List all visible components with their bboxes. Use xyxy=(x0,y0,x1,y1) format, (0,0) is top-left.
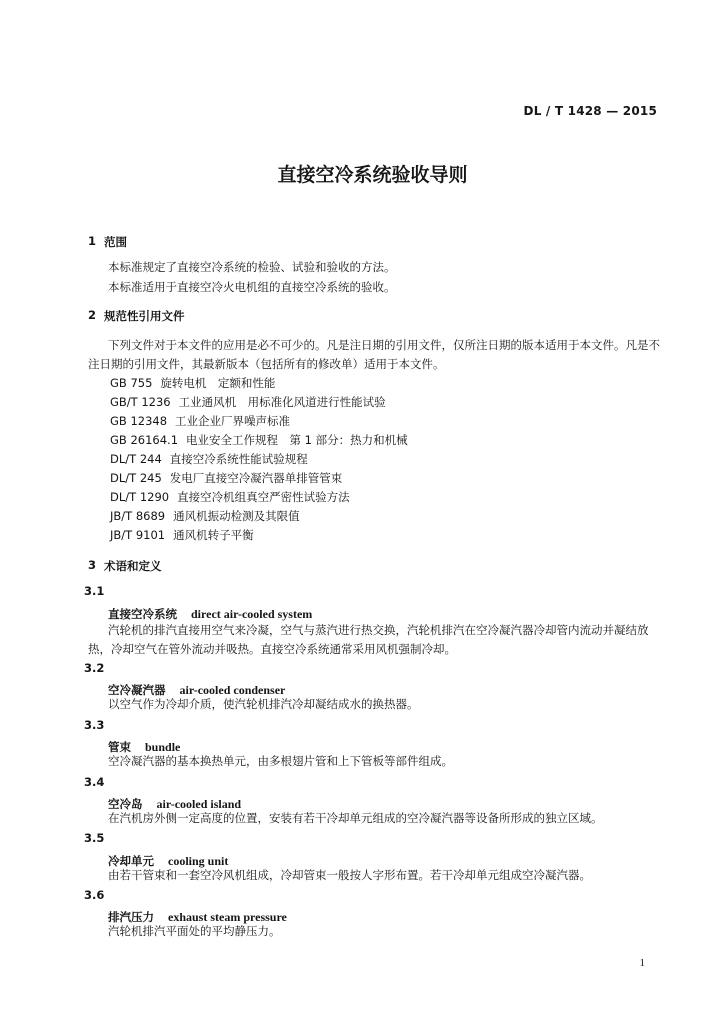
reference-code: DL/T 245 xyxy=(110,471,162,485)
reference-name: 通风机振动检测及其限值 xyxy=(173,509,300,523)
section-title: 范围 xyxy=(104,235,127,249)
section-number: 3 xyxy=(88,558,97,572)
reference-item xyxy=(110,471,342,486)
term-chinese: 空冷岛 xyxy=(108,797,143,811)
term-definition: 空冷凝汽器的基本换热单元，由多根翅片管和上下管板等部件组成。 xyxy=(108,754,453,768)
reference-code: DL/T 244 xyxy=(110,452,162,466)
section-title: 术语和定义 xyxy=(104,559,162,573)
standard-code: DL / T 1428 — 2015 xyxy=(523,104,657,118)
term-heading xyxy=(108,850,228,869)
term-heading xyxy=(108,736,180,755)
term-heading xyxy=(108,793,241,812)
reference-code: JB/T 9101 xyxy=(110,528,166,542)
paragraph: 本标准规定了直接空冷系统的检验、试验和验收的方法。 xyxy=(108,260,396,274)
term-english: direct air-cooled system xyxy=(191,607,313,621)
reference-name: 直接空冷机组真空严密性试验方法 xyxy=(177,490,350,504)
term-english: cooling unit xyxy=(168,854,229,868)
term-heading xyxy=(108,679,285,698)
reference-code: GB 12348 xyxy=(110,414,168,428)
term-english: air-cooled island xyxy=(156,797,242,811)
term-number: 3.3 xyxy=(84,718,105,732)
reference-item xyxy=(110,376,275,391)
reference-item xyxy=(110,433,408,448)
term-definition: 汽轮机排汽平面处的平均静压力。 xyxy=(108,924,281,938)
reference-code: GB 26164.1 xyxy=(110,433,179,447)
reference-name: 发电厂直接空冷凝汽器单排管管束 xyxy=(169,471,343,485)
reference-item xyxy=(110,509,300,524)
term-definition: 以空气作为冷却介质，使汽轮机排汽冷却凝结成水的换热器。 xyxy=(108,697,419,711)
term-chinese: 管束 xyxy=(108,740,131,754)
reference-name: 工业通风机 用标准化风道进行性能试验 xyxy=(178,395,386,409)
reference-item xyxy=(110,414,290,429)
reference-item xyxy=(110,452,308,467)
term-definition: 在汽机房外侧一定高度的位置，安装有若干冷却单元组成的空冷凝汽器等设备所形成的独立区域。 xyxy=(108,811,603,825)
reference-name: 工业企业厂界噪声标准 xyxy=(175,414,291,428)
term-chinese: 空冷凝汽器 xyxy=(108,683,166,697)
reference-name: 通风机转子平衡 xyxy=(173,528,254,542)
term-number: 3.6 xyxy=(84,888,105,902)
term-heading xyxy=(108,603,312,622)
reference-item xyxy=(110,528,254,543)
reference-code: JB/T 8689 xyxy=(110,509,166,523)
term-english: air-cooled condenser xyxy=(179,683,286,697)
reference-name: 旋转电机 定额和性能 xyxy=(160,376,276,390)
term-english: exhaust steam pressure xyxy=(168,910,287,924)
term-definition: 由若干管束和一套空冷风机组成，冷却管束一般按人字形布置。若干冷却单元组成空冷凝汽器。 xyxy=(108,868,591,882)
intro-paragraph: 下列文件对于本文件的应用是必不可少的。凡是注日期的引用文件，仅所注日期的版本适用于本文件。凡是不注日期的引用文件，其最新版本（包括所有的修改单）适用于本文件。 xyxy=(88,338,660,371)
document-title: 直接空冷系统验收导则 xyxy=(277,164,468,186)
reference-code: GB 755 xyxy=(110,376,153,390)
reference-name: 直接空冷系统性能试验规程 xyxy=(169,452,308,466)
reference-item xyxy=(110,490,350,505)
term-number: 3.2 xyxy=(84,661,105,675)
term-number: 3.1 xyxy=(84,584,105,598)
section-number: 2 xyxy=(88,308,97,322)
term-chinese: 冷却单元 xyxy=(108,854,154,868)
term-chinese: 直接空冷系统 xyxy=(108,607,177,621)
reference-code: GB/T 1236 xyxy=(110,395,171,409)
term-heading xyxy=(108,906,287,925)
term-number: 3.5 xyxy=(84,831,105,845)
reference-item xyxy=(110,395,386,410)
reference-name: 电业安全工作规程 第 1 部分：热力和机械 xyxy=(186,433,408,447)
term-chinese: 排汽压力 xyxy=(108,910,154,924)
term-number: 3.4 xyxy=(84,775,105,789)
term-definition: 汽轮机的排汽直接用空气来冷凝，空气与蒸汽进行热交换，汽轮机排汽在空冷凝汽器冷却管内流动并凝结放热，冷却空气在管外流动并吸热。直接空冷系统通常采用风机强制冷却。 xyxy=(88,623,649,656)
page-number: 1 xyxy=(639,957,645,969)
section-number: 1 xyxy=(88,234,97,248)
term-english: bundle xyxy=(145,740,181,754)
section-title: 规范性引用文件 xyxy=(104,309,185,323)
reference-code: DL/T 1290 xyxy=(110,490,170,504)
paragraph: 本标准适用于直接空冷火电机组的直接空冷系统的验收。 xyxy=(108,280,396,294)
